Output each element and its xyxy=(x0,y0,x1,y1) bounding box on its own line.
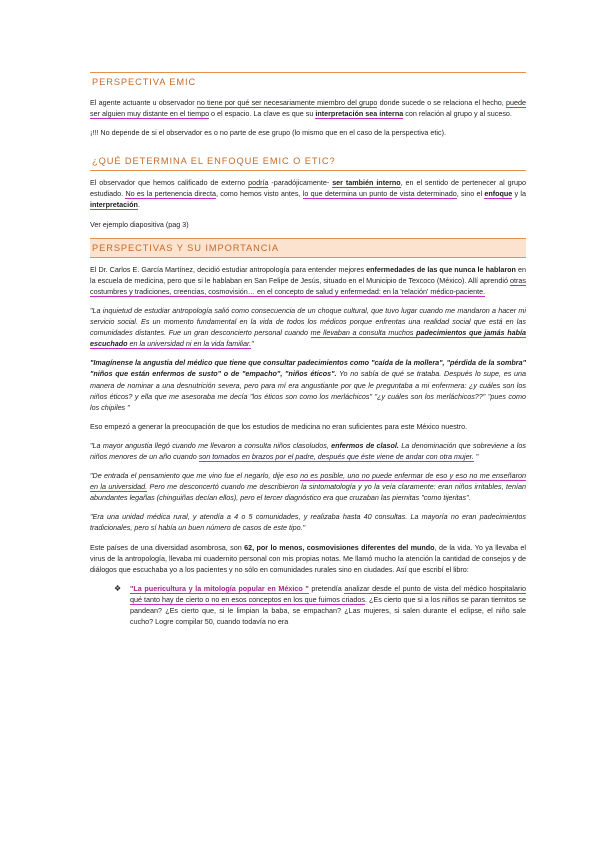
text: El Dr. Carlos E. García Martínez, decidió estudiar antropología para entender mejores xyxy=(90,264,367,274)
underlined-text: lo que determina un punto de vista determinado xyxy=(302,189,457,199)
text: Yo no sabía de qué se trataba. Después lo supe, es una manera de nominar a una desnutrición severa, pero para mí era angustiante por que le preguntaba a mi enfermera: ¿y cuáles son los niños éticos? y ella que me asesoraba me decía "los éticos son como los merláchicos" "¿y cuáles son los merláchicos??" "pues como los chipiles " xyxy=(90,369,526,412)
text: , en el sentido de pertenecer al grupo estudiado. xyxy=(90,178,526,199)
quote-3 xyxy=(90,440,526,462)
underlined-text: no tiene por qué ser necesariamente miembro del grupo xyxy=(196,98,378,107)
text: "La inquietud de estudiar antropología salió como consecuencia de un choque cultural, que tuvo lugar cuando me mandaron a hacer mi servicio social. Es un momento fundamental en la vida de todos los médicos porque enfrentas una realidad social que está en las comunidades distantes. Fue un gran desconcierto personal cuando xyxy=(90,305,526,338)
bullet-text xyxy=(130,583,526,627)
text: -paradójicamente- xyxy=(268,178,333,188)
text: donde sucede o se relaciona el hecho, xyxy=(377,98,506,107)
text: pretendía xyxy=(308,583,345,593)
text: o el espacio. La clave es que su xyxy=(209,109,316,119)
determina-paragraph-2: Ver ejemplo diapositiva (pag 3) xyxy=(90,219,189,229)
bold-text: enfermedades de las que nunca le hablaron xyxy=(366,264,516,274)
text: , sino el xyxy=(456,189,485,199)
emic-paragraph-2: ¡!!! No depende de si el observador es o no parte de ese grupo (lo mismo que en el caso de la perspectiva etic). xyxy=(90,128,446,138)
text: La denominación que sobreviene a los niños menores de un año cuando xyxy=(90,440,526,461)
quote-1 xyxy=(90,305,526,349)
bold-underlined-text: ser también interno xyxy=(332,178,401,188)
text: "De entrada el pensamiento que me vino fue el negarlo, dije eso xyxy=(90,471,301,481)
book-title: "La puericultura y la mitología popular en México " xyxy=(130,583,309,593)
quote-5: "Era una unidad médica rural, y atendía a 4 o 5 comunidades, y realizaba hasta 40 consultas. La mayoría no eran padecimientos tradicionales, pero sí había un buen número de casos de este tipo." xyxy=(90,512,526,533)
bold-text: 62, por lo menos, cosmovisiones diferentes del mundo xyxy=(244,542,435,552)
importancia-paragraph-2: Eso empezó a generar la preocupación de que los estudios de medicina no eran suficientes para este México nuestro. xyxy=(90,421,468,431)
bold-text: enfermos de clasol. xyxy=(331,440,399,450)
underlined-text: son tomados en brazos por el padre, después que éste viene de andar con otra mujer. xyxy=(198,451,474,461)
text: " xyxy=(473,451,479,461)
text: "La mayor angustia llegó cuando me llevaron a consulta niños clasoludos, xyxy=(90,440,332,450)
underlined-text: otras costumbres y tradiciones, creencias, cosmovisión… en el concepto de salud y enfermedad: en la 'relación' médico-paciente. xyxy=(90,275,526,296)
underlined-text: No es la pertenencia directa xyxy=(125,189,216,199)
text: y la xyxy=(512,189,526,199)
text: . xyxy=(137,200,140,210)
importancia-paragraph-1 xyxy=(90,264,526,297)
bullet-item xyxy=(90,583,526,635)
underlined-text: analizar desde el punto de vista del médico hospitalario qué tanto hay de cierto o no en esos conceptos en los que fuimos criados xyxy=(130,583,526,604)
text: , de la vida. Yo ya llevaba el virus de la antropología, llevaba mi cuadernito personal con mis propias notas. Me llamó mucho la atención la cantidad de consejos y de diálogos que escuchaba yo a los pacientes y no sólo en comunidades rurales sino en ciudades. Así que escribí el libro: xyxy=(90,542,526,574)
text: El agente actuante u observador xyxy=(90,98,197,107)
text: . ¿Es cierto que si a los niños se paran tiernitos se pandean? ¿Es cierto que, si le limpian la baba, se empachan? ¿Las mujeres, si salen durante el eclipse, el niño sale cucho? Logre compilar 50, cuando todavía no era xyxy=(130,594,526,627)
quote-2 xyxy=(90,357,526,412)
underlined-text: en la universidad ni en la vida familiar. xyxy=(127,339,252,349)
diamond-bullet-icon: ❖ xyxy=(114,583,122,593)
bold-underlined-text: interpretación sea interna xyxy=(315,109,404,119)
text: , como hemos visto antes, xyxy=(215,189,303,199)
importancia-paragraph-3 xyxy=(90,542,526,575)
section-heading-emic: PERSPECTIVA EMIC xyxy=(90,72,526,91)
text: en la escuela de medicina, pero que si le hablaban en San Felipe de Jesús, situado en el Municipio de Texcoco (México). Allí aprendió xyxy=(90,264,526,285)
underlined-text: me llevaban a consulta muchos xyxy=(310,328,417,338)
bold-underlined-text: interpretación xyxy=(90,200,138,210)
text: " xyxy=(251,339,254,349)
quote-4 xyxy=(90,470,526,503)
text: Este países de una diversidad asombrosa, son xyxy=(90,542,245,552)
underlined-text: no es posible, uno no puede enfermar de eso y eso no me enseñaron en la universidad. xyxy=(90,471,526,492)
determina-paragraph-1 xyxy=(90,177,526,210)
section-heading-determina: ¿QUÉ DETERMINA EL ENFOQUE EMIC O ETIC? xyxy=(90,152,526,171)
emic-paragraph-1 xyxy=(90,97,526,119)
section-heading-importancia: PERSPECTIVAS Y SU IMPORTANCIA xyxy=(90,238,526,258)
underlined-text: podría xyxy=(248,178,269,188)
bold-underlined-text: enfoque xyxy=(484,189,513,199)
text: Pero me desconcertó cuando me describieron la sintomatología y yo la veía claramente: eran niños irritables, tenían abundantes legañas (chinguiñas decían ellos), pero el tercer diagnóstico era que cruzaban las piernitas "como tijeritas". xyxy=(90,482,527,503)
text: El observador que hemos calificado de externo xyxy=(90,178,249,188)
underlined-text: puede ser alguien muy distante en el tiempo xyxy=(90,98,526,119)
bold-text: "Imagínense la angustia del médico que tiene que consultar padecimientos como "caída de la mollera", "pérdida de la sombra" "niños que están enfermos de susto" o de "empacho", "niños éticos". xyxy=(90,358,526,379)
text: con relación al grupo y al suceso. xyxy=(403,109,512,119)
bold-underlined-text: padecimientos que jamás había escuchado xyxy=(90,328,526,349)
